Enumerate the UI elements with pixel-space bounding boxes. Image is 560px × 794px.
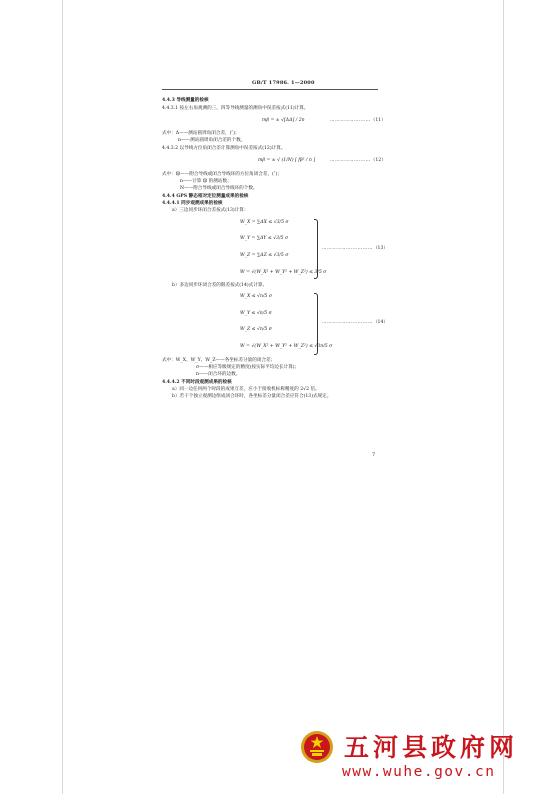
national-emblem-icon [300,730,334,764]
equation-13-number: …………………………（13） [322,246,388,251]
section-4-4-4-2-title: 4.4.4.2 不同时段观测成果的检核 [162,380,232,385]
page-number: 7 [372,452,376,458]
equation-12-number: ……………………（12） [330,158,386,163]
equation-13-y: W_Y = ∑ΔY ≤ √3/5 σ [240,236,289,241]
section-4-4-3-title: 4.4.3 导线测量的检核 [162,98,209,103]
standard-code-header: GB/T 17986. 1—2000 [252,80,315,86]
equation-14-number: …………………………（14） [322,320,388,325]
equation-11: mβ = ± √[ΔΔ] / 2n [262,118,305,123]
where-2-a: 式中：fβ——附合导线或闭合导线环的方位角闭合差，(″)； [162,172,282,177]
section-4-4-4-1-title: 4.4.4.1 同步观测成果的检核 [162,201,223,206]
equation-11-number: ……………………（11） [330,118,386,123]
equation-13-x: W_X = ∑ΔX ≤ √3/5 σ [240,220,289,225]
para-4-4-3-1: 4.4.3.1 按左右角观测的三、四等导线测量的测角中误差按式(11)计算。 [162,106,309,111]
where-2-c: N——附合导线或闭合导线环的个数。 [180,186,258,191]
where-3-c: n——闭合环的边数。 [196,372,241,377]
equation-14-x: W_X ≤ √n/5 σ [240,294,273,299]
equation-14-w: W = √(W_X² + W_Y² + W_Z²) ≤ √3n/5 σ [240,344,333,349]
where-3-b: σ——相应等级规定的精度(按实际平均边长计算)； [196,365,300,370]
equation-13-brace [314,219,318,279]
right-page-edge [503,0,504,794]
where-1-a: 式中：Δ——测站圆周角闭合差，(″)； [162,131,240,136]
equation-14-z: W_Z ≤ √n/5 σ [240,327,272,332]
header-rule [162,89,378,90]
site-watermark [300,728,528,788]
para-4-4-4-1-b: b）多边同步环闭合差的限差按式(14)式计算。 [172,283,268,288]
equation-12: mβ = ± √ (1/N) [ fβ² / n ] [258,158,316,163]
equation-14-brace [314,293,318,355]
left-page-edge [62,0,63,794]
para-4-4-4-1-a: a）三边同步环闭合差按式(13)计算： [172,208,249,213]
where-1-b: n——测站圆周角闭合差的个数。 [178,138,246,143]
site-name-text: 五河县政府网 [344,733,519,762]
section-4-4-4-title: 4.4.4 GPS 静态相对定位测量成果的检核 [162,194,249,199]
equation-13-z: W_Z = ∑ΔZ ≤ √3/5 σ [240,253,289,258]
equation-13-w: W = √(W_X² + W_Y² + W_Z²) ≤ 3/5 σ [240,270,327,275]
equation-14-y: W_Y ≤ √n/5 σ [240,311,272,316]
where-2-b: n——计算 fβ 的测站数； [180,179,232,184]
site-url-text: www.wuhe.gov.cn [342,764,496,780]
where-3-a: 式中：W_X、W_Y、W_Z——各坐标差分量的闭合差； [162,358,276,363]
para-4-4-4-2-a: a）同一边任何两个时段的成果互差，应小于接收机标称精度的 2√2 倍。 [172,387,320,392]
para-4-4-4-2-b: b）若干个独立观测边组成闭合环时，各坐标差分量闭合差应符合(13)式规定。 [172,394,332,399]
para-4-4-3-2: 4.4.3.2 以导线方位角闭合差计算测角中误差按式(12)计算。 [162,146,286,151]
